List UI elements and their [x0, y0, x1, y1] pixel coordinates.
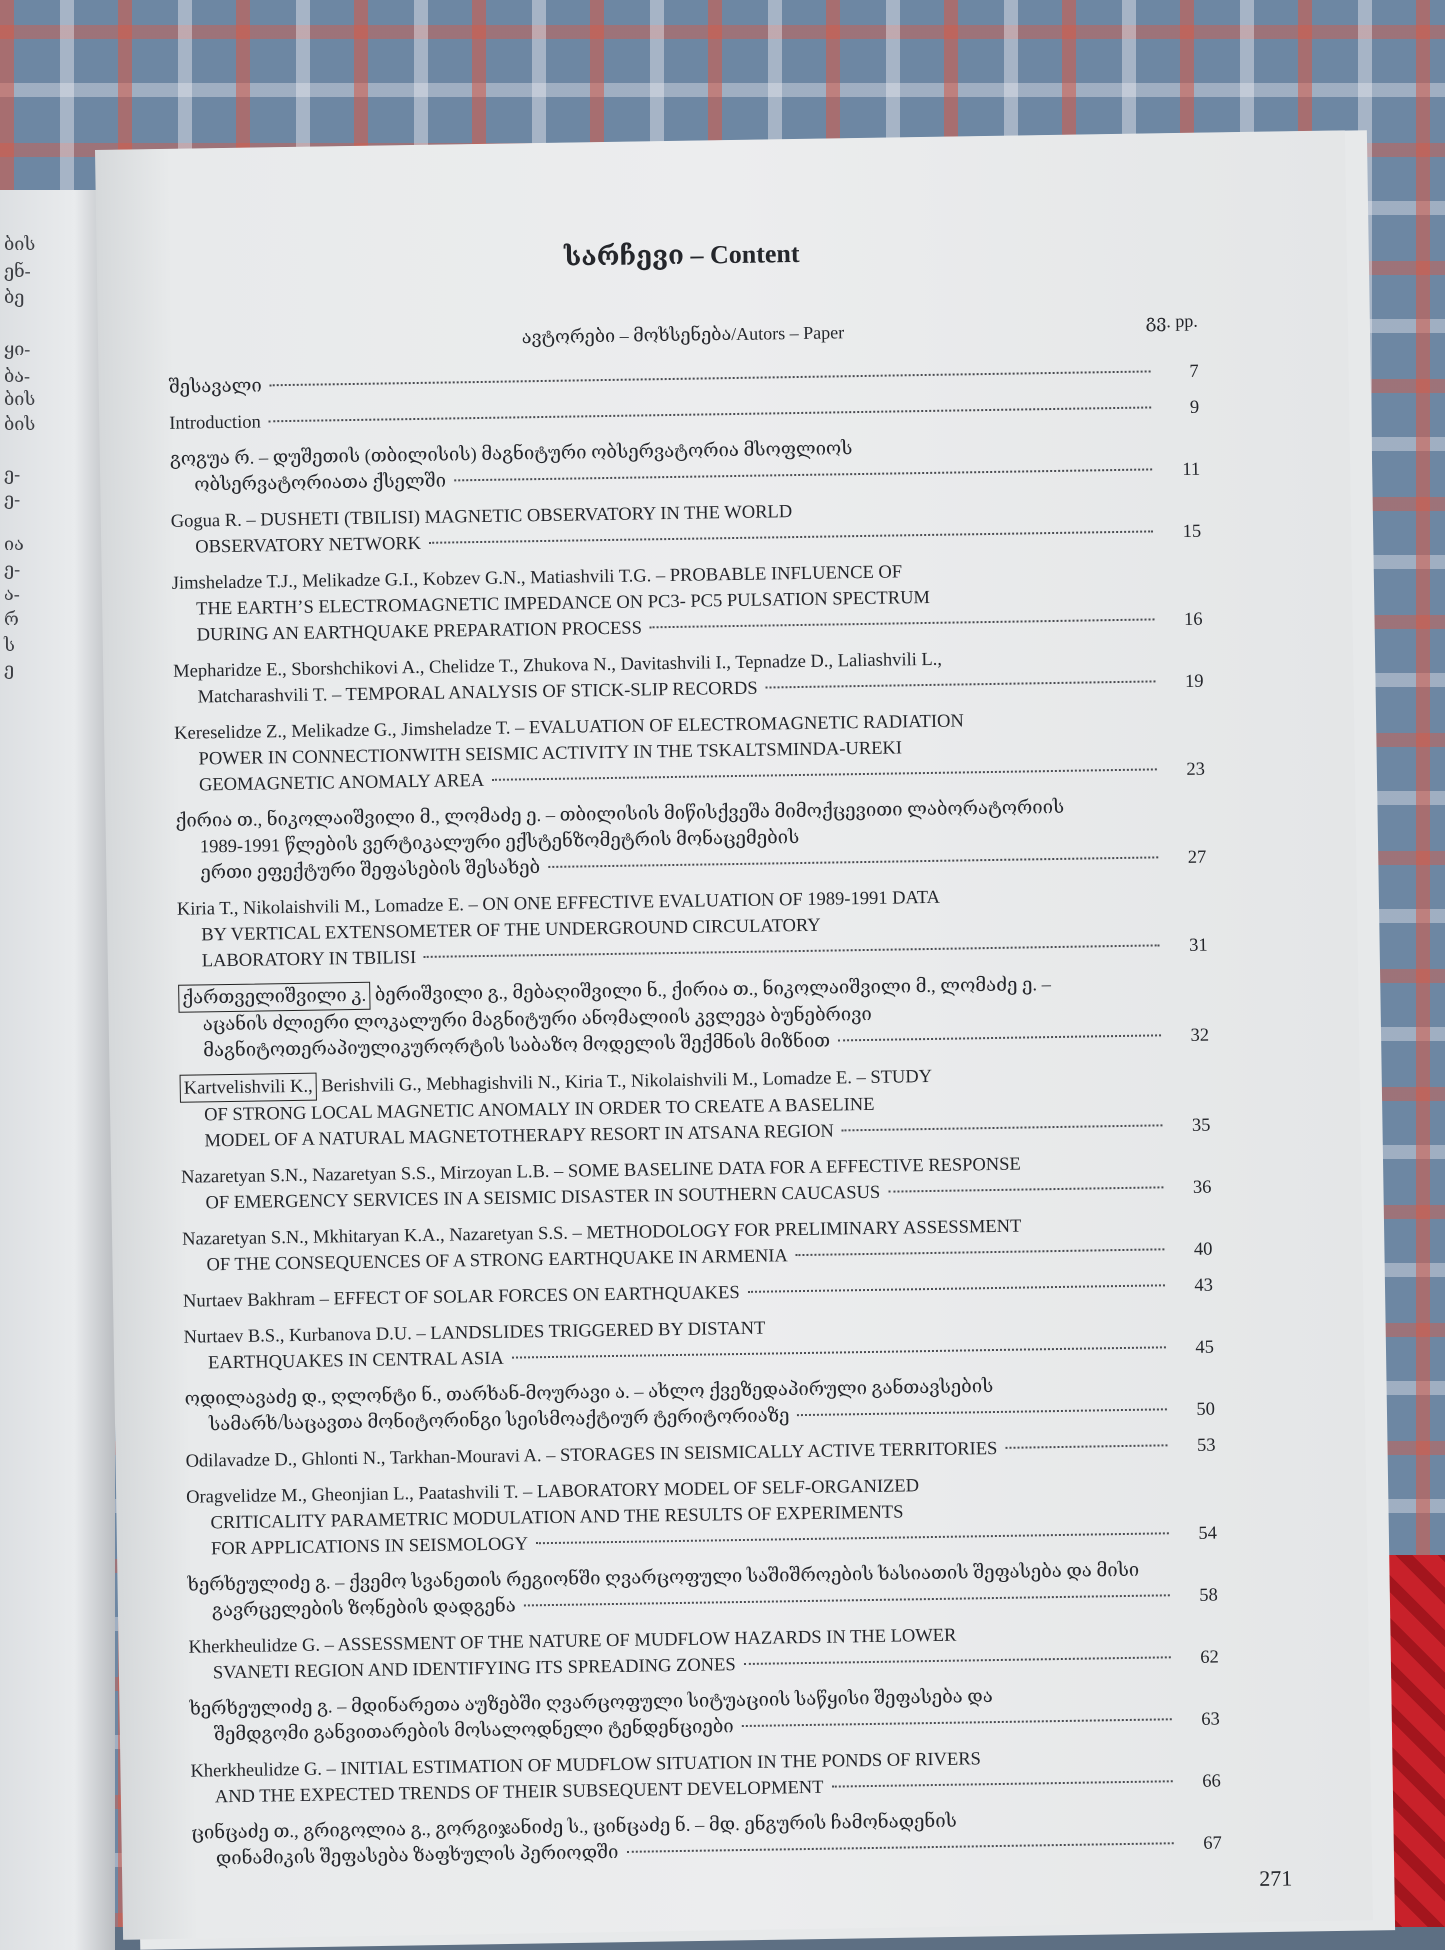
left-page-text-fragment: ბე	[4, 287, 25, 307]
toc-entry	[169, 395, 1199, 437]
toc-entry	[171, 493, 1202, 561]
toc-entry-page-number: 31	[1188, 935, 1208, 956]
toc-entry-text: POWER IN CONNECTIONWITH SEISMIC ACTIVITY IN THE TSKALTSMINDA-UREKI	[198, 738, 903, 770]
left-page-text-fragment: ია	[4, 534, 24, 554]
dot-leader	[650, 618, 1155, 628]
toc-entry-text: შესავალი	[168, 376, 262, 398]
toc-entry-text: Mepharidze E., Sborshchikovi A., Chelidze T., Zhukova N., Davitashvili I., Tepnadze D., Laliashvili L.,	[173, 649, 943, 682]
toc-entry-page-number: 67	[1203, 1833, 1222, 1854]
left-page-text-fragment: ბის	[4, 389, 36, 409]
toc-entry-text: Odilavadze D., Ghlonti N., Tarkhan-Mouravi A. – STORAGES IN SEISMICALLY ACTIVE TERRITORIES	[185, 1438, 998, 1472]
toc-entry-text: ცინცაძე თ., გრიგოლია გ., გორგიჯანიძე ს., ცინცაძე ნ. – მდ. ენგურის ჩამონადენის	[191, 1811, 957, 1844]
toc-entry-text: Oragvelidze M., Gheonjian L., Paatashvili T. – LABORATORY MODEL OF SELF-ORGANIZED	[186, 1476, 920, 1508]
toc-entry-text: Nurtaev Bakhram – EFFECT OF SOLAR FORCES ON EARTHQUAKES	[182, 1283, 740, 1312]
left-page-text-fragment: ბის	[4, 234, 36, 254]
toc-entry-page-number: 50	[1196, 1399, 1216, 1420]
toc-entry-text: LABORATORY IN TBILISI	[201, 948, 417, 972]
left-page-text-fragment: ე	[4, 659, 15, 679]
toc-entry-text: შემდგომი განვითარების მოსალოდნელი ტენდენციები	[213, 1717, 734, 1746]
toc-entry-text: Introduction	[169, 412, 261, 434]
toc-entry-text: AND THE EXPECTED TRENDS OF THEIR SUBSEQUENT DEVELOPMENT	[214, 1777, 824, 1808]
toc-entry-text: Kherkheulidze G. – INITIAL ESTIMATION OF MUDFLOW SITUATION IN THE PONDS OF RIVERS	[190, 1749, 982, 1782]
toc-entry	[184, 1371, 1215, 1439]
toc-entry	[170, 431, 1201, 499]
column-header	[168, 310, 1198, 363]
dot-leader	[424, 944, 1159, 958]
toc-entry-page-number: 9	[1189, 397, 1200, 418]
toc-entry	[186, 1469, 1217, 1563]
toc-entry-text: Nurtaev B.S., Kurbanova D.U. – LANDSLIDES TRIGGERED BY DISTANT	[183, 1318, 766, 1348]
left-page-text-fragment: ა-	[4, 584, 20, 604]
toc-entry-text: DURING AN EARTHQUAKE PREPARATION PROCESS	[196, 618, 643, 646]
toc-entry	[174, 705, 1205, 799]
toc-entry	[191, 1805, 1222, 1873]
toc-entry-line	[169, 395, 1199, 437]
toc-entry-text: 1989-1991 წლების ვერტიკალური ექსტენზომეტრის მონაცემების	[199, 828, 800, 858]
toc-entry	[188, 1619, 1219, 1687]
toc-entry	[189, 1681, 1220, 1749]
toc-entry-page-number: 43	[1194, 1275, 1214, 1296]
left-page-text-fragment: ბა-	[4, 366, 31, 386]
left-page-text-fragment: ყი-	[4, 339, 31, 359]
toc-entry-text: დინამიკის შეფასება ზაფხულის პერიოდში	[215, 1842, 619, 1870]
toc-entry-text: SVANETI REGION AND IDENTIFYING ITS SPREADING ZONES	[212, 1655, 736, 1684]
pages-label: გვ. pp.	[1145, 310, 1198, 332]
dot-leader	[524, 1594, 1170, 1606]
left-page-text-fragment: ბის	[4, 414, 36, 434]
left-page-text-fragment: რ	[4, 609, 19, 629]
toc-entry-page-number: 7	[1189, 361, 1199, 382]
left-page-text-fragment: ს	[4, 635, 15, 655]
toc-entry	[181, 1149, 1212, 1217]
toc-entry-line	[185, 1433, 1215, 1475]
toc-entry-page-number: 19	[1184, 671, 1204, 692]
dot-leader	[548, 856, 1158, 868]
toc-entry-text: OF STRONG LOCAL MAGNETIC ANOMALY IN ORDER TO CREATE A BASELINE	[204, 1094, 875, 1126]
toc-entry-text: ერთი ეფექტური შეფასების შესახებ	[200, 858, 541, 884]
toc-entry	[177, 881, 1208, 975]
toc-entry-text: გავრცელების ზონების დადგენა	[211, 1596, 516, 1622]
toc-entry-page-number: 58	[1199, 1585, 1219, 1606]
left-page-text-fragment: ე-	[4, 559, 21, 579]
dot-leader	[269, 406, 1151, 422]
toc-entry-page-number: 45	[1195, 1337, 1215, 1358]
toc-entry-text: სამარხ/საცავთა მონიტორინგი სეისმოაქტიურ ტერიტორიაზე	[208, 1406, 790, 1436]
dot-leader	[429, 530, 1153, 543]
toc-entry-page-number: 36	[1192, 1177, 1212, 1198]
dot-leader	[270, 370, 1151, 386]
authors-paper-label: ავტორები – მოხსენება/Autors – Paper	[521, 322, 845, 348]
toc-entry-text: OF EMERGENCY SERVICES IN A SEISMIC DISASTER IN SOUTHERN CAUCASUS	[205, 1182, 881, 1214]
dot-leader	[454, 468, 1152, 481]
dot-leader	[796, 1248, 1165, 1256]
toc-entry-text: Matcharashvili T. – TEMPORAL ANALYSIS OF STICK-SLIP RECORDS	[197, 678, 758, 708]
dot-leader	[742, 1718, 1172, 1727]
page-number: 271	[1259, 1865, 1293, 1891]
toc-entry	[172, 555, 1203, 649]
toc-entry-text: EARTHQUAKES IN CENTRAL ASIA	[207, 1348, 504, 1374]
toc-entry	[180, 1059, 1211, 1155]
dot-leader	[766, 680, 1156, 688]
dot-leader	[831, 1780, 1172, 1787]
left-page-text-fragment: ე-	[4, 489, 21, 509]
toc-entry-text: გოგუა რ. – დუშეთის (თბილისის) მაგნიტური ობსერვატორია მსოფლიოს	[169, 439, 853, 470]
toc-entry-text: მაგნიტოთერაპიულიკურორტის საბაზო მოდელის შექმნის მიზნით	[203, 1031, 831, 1062]
toc-entry-page-number: 62	[1200, 1647, 1219, 1668]
toc-entry-page-number: 15	[1182, 521, 1202, 542]
dot-leader	[744, 1656, 1171, 1665]
toc-entry-page-number: 35	[1191, 1115, 1211, 1136]
dot-leader	[842, 1124, 1163, 1131]
toc-entry	[183, 1273, 1213, 1315]
dot-leader	[838, 1034, 1161, 1041]
toc-entry-page-number: 54	[1198, 1523, 1218, 1544]
highlighted-author-box: ქართველიშვილი კ.	[178, 982, 370, 1013]
toc-entry-text: Nazaretyan S.N., Mkhitaryan K.A., Nazaretyan S.S. – METHODOLOGY FOR PRELIMINARY ASSESSMENT	[181, 1216, 1022, 1250]
toc-entry	[173, 643, 1204, 711]
toc-entry-page-number: 40	[1193, 1239, 1213, 1260]
dot-leader	[888, 1186, 1163, 1192]
left-page-text-fragment: ენ-	[4, 261, 31, 281]
toc-entry-line	[169, 359, 1199, 401]
toc-entry	[169, 359, 1199, 401]
toc-entry-text: Jimsheladze T.J., Melikadze G.I., Kobzev G.N., Matiashvili T.G. – PROBABLE INFLUENCE OF	[171, 562, 903, 594]
dot-leader	[536, 1532, 1169, 1544]
toc-entry-text: ობსერვატორიათა ქსელში	[194, 471, 447, 496]
toc-entry-line	[183, 1273, 1213, 1315]
toc-entry-page-number: 27	[1187, 847, 1207, 868]
dot-leader	[748, 1284, 1165, 1293]
toc-entry	[187, 1557, 1218, 1625]
toc-entry-page-number: 23	[1186, 759, 1206, 780]
left-page-text-fragment: ე-	[4, 464, 21, 484]
toc-entry-text: CRITICALITY PARAMETRIC MODULATION AND THE RESULTS OF EXPERIMENTS	[210, 1502, 904, 1534]
toc-entry	[182, 1211, 1213, 1279]
toc-entry-text: ოდილავაძე დ., ღლონტი ნ., თარხან-მოურავი ა. – ახლო ქვეზედაპირული განთავსების	[184, 1377, 994, 1410]
left-facing-page	[0, 190, 115, 1950]
toc-entry-text: MODEL OF A NATURAL MAGNETOTHERAPY RESORT IN ATSANA REGION	[204, 1121, 834, 1152]
highlighted-author-box: Kartvelishvili K.,	[180, 1073, 317, 1103]
toc-entry-page-number: 63	[1201, 1709, 1220, 1730]
toc-entry-text: Nazaretyan S.N., Nazaretyan S.S., Mirzoyan L.B. – SOME BASELINE DATA FOR A EFFECTIVE RESPONSE	[180, 1154, 1021, 1188]
toc-entry-text: GEOMAGNETIC ANOMALY AREA	[198, 770, 485, 796]
toc-list	[169, 359, 1222, 1873]
contents-page	[95, 130, 1373, 1939]
toc-entry	[183, 1309, 1214, 1377]
toc-entry	[185, 1433, 1215, 1475]
toc-entry-page-number: 16	[1183, 609, 1203, 630]
toc-entry-text: ხერხეულიძე გ. – ქვემო სვანეთის რეგიონში ღვარცოფული საშიშროების ხასიათის შეფასება და მისი	[187, 1560, 1140, 1596]
dot-leader	[512, 1346, 1166, 1358]
toc-entry-text: ქირია თ., ნიკოლაიშვილი მ., ლომაძე ე. – თბილისის მიწისქვეშა მიმოქცევითი ლაბორატორიის	[175, 797, 1065, 832]
toc-entry	[190, 1743, 1221, 1811]
toc-entry-text: Gogua R. – DUSHETI (TBILISI) MAGNETIC OBSERVATORY IN THE WORLD	[170, 502, 793, 532]
dot-leader	[626, 1842, 1173, 1853]
toc-entry-text: OBSERVATORY NETWORK	[195, 533, 422, 558]
dot-leader	[492, 768, 1157, 780]
toc-entry-text: THE EARTH’S ELECTROMAGNETIC IMPEDANCE ON PC3- PC5 PULSATION SPECTRUM	[196, 587, 931, 620]
toc-entry-page-number: 53	[1196, 1435, 1216, 1456]
toc-entry-text: Kereselidze Z., Melikadze G., Jimsheladze T. – EVALUATION OF ELECTROMAGNETIC RADIATION	[174, 711, 964, 744]
page-title: სარჩევი – Content	[563, 238, 800, 272]
toc-entry	[178, 969, 1209, 1065]
dot-leader	[1005, 1444, 1167, 1449]
toc-entry-page-number: 66	[1202, 1771, 1221, 1792]
toc-entry-text: OF THE CONSEQUENCES OF A STRONG EARTHQUAKE IN ARMENIA	[206, 1246, 788, 1276]
contents-body	[167, 233, 1223, 1883]
toc-entry-text: ბერიშვილი გ., მებაღიშვილი ნ., ქირია თ., ნიკოლაიშვილი მ., ლომაძე ე. –	[374, 975, 1052, 1006]
toc-entry-page-number: 32	[1190, 1025, 1210, 1046]
toc-entry-text: BY VERTICAL EXTENSOMETER OF THE UNDERGROUND CIRCULATORY	[201, 915, 821, 946]
toc-entry-text: Berishvili G., Mebhagishvili N., Kiria T., Nikolaishvili M., Lomadze E. – STUDY	[321, 1066, 933, 1097]
toc-entry	[175, 793, 1206, 887]
toc-entry-text: Kherkheulidze G. – ASSESSMENT OF THE NATURE OF MUDFLOW HAZARDS IN THE LOWER	[188, 1625, 957, 1658]
toc-entry-text: FOR APPLICATIONS IN SEISMOLOGY	[210, 1534, 529, 1560]
toc-entry-text: ხერხეულიძე გ. – მდინარეთა აუზებში ღვარცოფული სიტუაციის საწყისი შეფასება და	[189, 1687, 993, 1720]
toc-entry-page-number: 11	[1182, 459, 1201, 480]
toc-entry-text: აცანის ძლიერი ლოკალური მაგნიტური ანომალიის კვლევა ბუნებრივი	[202, 1004, 872, 1036]
dot-leader	[797, 1408, 1167, 1416]
toc-entry-text: Kiria T., Nikolaishvili M., Lomadze E. – ON ONE EFFECTIVE EVALUATION OF 1989-1991 DATA	[176, 887, 941, 920]
